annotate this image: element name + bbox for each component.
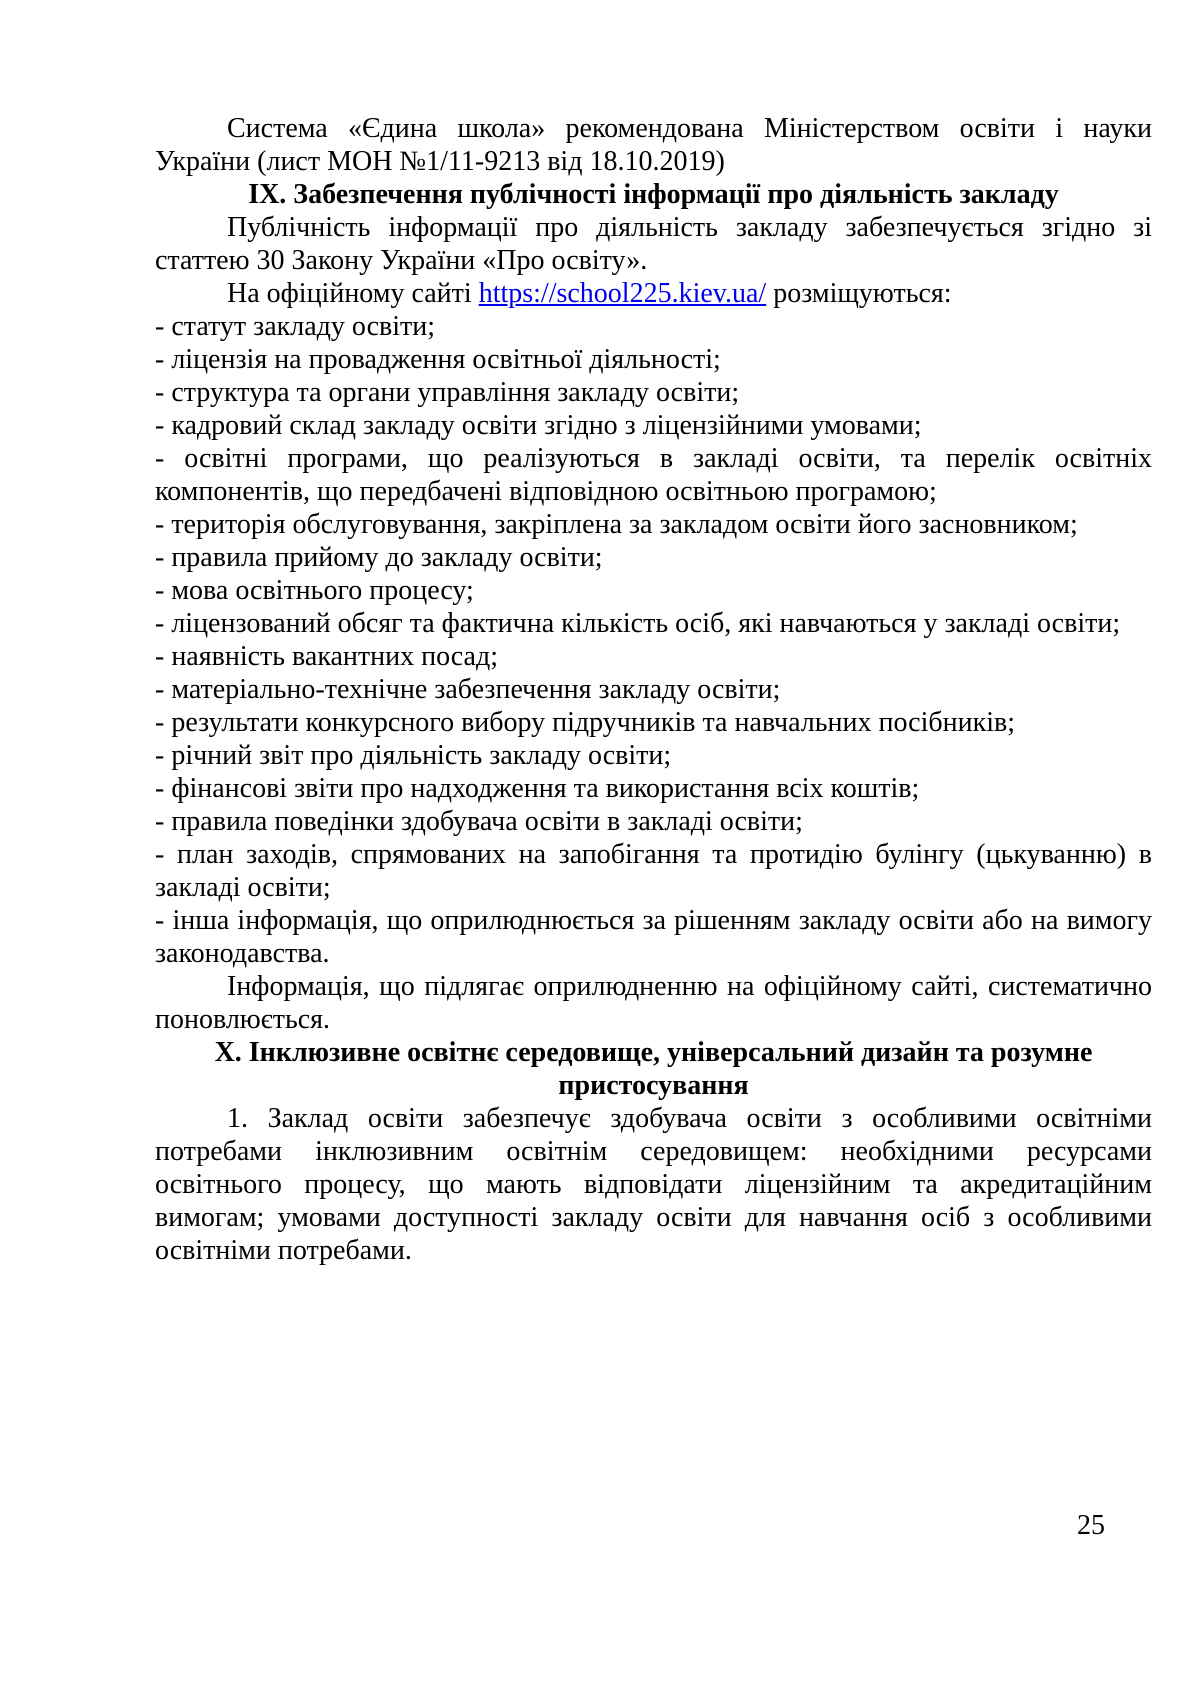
official-site-line xyxy=(155,277,1152,310)
list-item-staff: - кадровий склад закладу освіти згідно з ліцензійними умовами; xyxy=(155,410,922,441)
list-item-vacancies: - наявність вакантних посад; xyxy=(155,641,499,672)
list-item-statute: - статут закладу освіти; xyxy=(155,311,435,342)
list-item-territory: - територія обслуговування, закріплена за закладом освіти його засновником; xyxy=(155,509,1078,540)
list-item-textbook-results: - результати конкурсного вибору підручників та навчальних посібників; xyxy=(155,707,1015,738)
list-item-programs: - освітні програми, що реалізуються в закладі освіти, та перелік освітніх компонентів, що передбачені відповідною освітньою програмою; xyxy=(155,443,1152,507)
list-item-structure: - структура та органи управління закладу освіти; xyxy=(155,377,740,408)
list-item-bullying-plan: - план заходів, спрямованих на запобігання та протидію булінгу (цькуванню) в закладі освіти; xyxy=(155,839,1152,903)
school-website-link[interactable]: https://school225.kiev.ua/ xyxy=(478,278,767,309)
section-x-heading: X. Інклюзивне освітнє середовище, універсальний дизайн та розумне пристосування xyxy=(214,1037,1093,1101)
section-ix-intro-paragraph: Публічність інформації про діяльність закладу забезпечується згідно зі статтею 30 Закону України «Про освіту». xyxy=(155,212,1152,276)
list-item-admission-rules: - правила прийому до закладу освіти; xyxy=(155,542,603,573)
list-item-material-base: - матеріально-технічне забезпечення закладу освіти; xyxy=(155,674,781,705)
section-ix-closing-paragraph: Інформація, що підлягає оприлюдненню на офіційному сайті, систематично поновлюється. xyxy=(155,971,1152,1035)
section-ix-heading: IX. Забезпечення публічності інформації про діяльність закладу xyxy=(248,179,1059,210)
list-item-financial-reports: - фінансові звіти про надходження та використання всіх коштів; xyxy=(155,773,920,804)
list-item-language: - мова освітнього процесу; xyxy=(155,575,474,606)
lead-paragraph: Система «Єдина школа» рекомендована Міністерством освіти і науки України (лист МОН №1/11-9213 від 18.10.2019) xyxy=(155,113,1152,177)
list-item-license: - ліцензія на провадження освітньої діяльності; xyxy=(155,344,721,375)
section-x-paragraph: 1. Заклад освіти забезпечує здобувача освіти з особливими освітніми потребами інклюзивним освітнім середовищем: необхідними ресурсами освітнього процесу, що мають відповідати ліцензійним та акредитаційним вимогам; умовами доступності закладу освіти для навчання осіб з особливими освітніми потребами. xyxy=(155,1103,1152,1266)
site-line-prefix: На офіційному сайті xyxy=(227,278,479,309)
page-number: 25 xyxy=(1077,1510,1105,1541)
list-item-other-information: - інша інформація, що оприлюднюється за рішенням закладу освіти або на вимогу законодавства. xyxy=(155,905,1152,969)
list-item-annual-report: - річний звіт про діяльність закладу освіти; xyxy=(155,740,672,771)
list-item-licensed-volume: - ліцензований обсяг та фактична кількість осіб, які навчаються у закладі освіти; xyxy=(155,608,1121,639)
list-item-conduct-rules: - правила поведінки здобувача освіти в закладі освіти; xyxy=(155,806,803,837)
site-line-suffix: розміщуються: xyxy=(766,278,952,309)
